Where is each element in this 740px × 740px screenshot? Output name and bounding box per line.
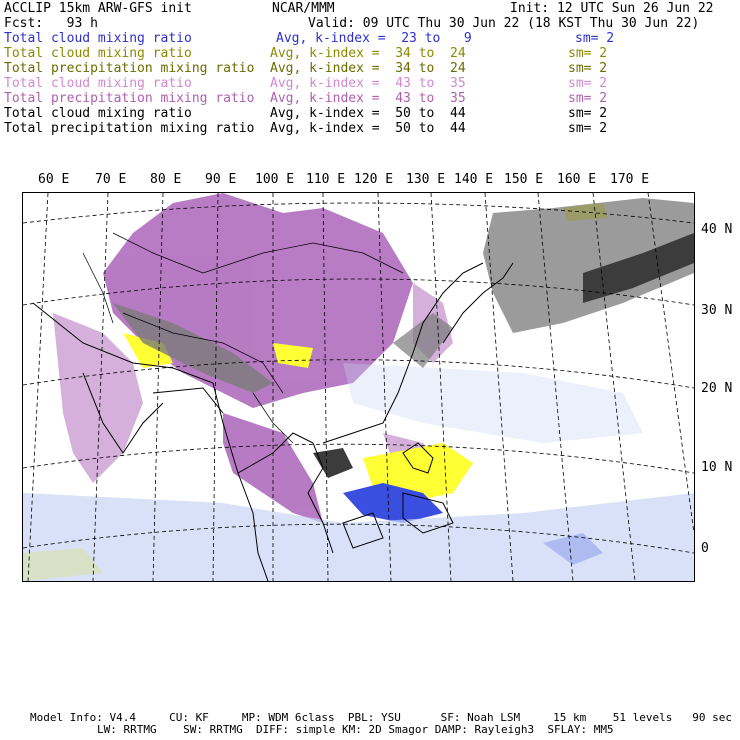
lon-label: 170 E — [610, 172, 650, 187]
lat-label: 0 — [701, 541, 709, 556]
field-avg: Avg, k-index = 43 to 35 — [270, 91, 466, 106]
field-name: Total cloud mixing ratio — [4, 76, 192, 91]
model-info-line2: LW: RRTMG SW: RRTMG DIFF: simple KM: 2D Smagor DAMP: Rayleigh3 SFLAY: MM5 — [97, 723, 614, 736]
field-smoothing: sm= 2 — [575, 31, 615, 46]
lon-label: 110 E — [306, 172, 346, 187]
field-smoothing: sm= 2 — [568, 46, 608, 61]
lat-label: 40 N — [701, 222, 733, 237]
field-smoothing: sm= 2 — [568, 121, 608, 136]
field-name: Total precipitation mixing ratio — [4, 91, 255, 106]
center-label: NCAR/MMM — [272, 1, 335, 16]
init-time: Init: 12 UTC Sun 26 Jun 22 — [510, 1, 714, 16]
field-name: Total precipitation mixing ratio — [4, 61, 255, 76]
field-smoothing: sm= 2 — [568, 61, 608, 76]
lon-label: 90 E — [205, 172, 237, 187]
field-smoothing: sm= 2 — [568, 91, 608, 106]
lon-label: 160 E — [557, 172, 597, 187]
lon-label: 150 E — [504, 172, 544, 187]
model-info-line1: Model Info: V4.4 CU: KF MP: WDM 6class PBL: YSU SF: Noah LSM 15 km 51 levels 90 sec — [30, 711, 732, 724]
field-avg: Avg, k-index = 34 to 24 — [270, 46, 466, 61]
valid-time: Valid: 09 UTC Thu 30 Jun 22 (18 KST Thu 30 Jun 22) — [308, 16, 700, 31]
lat-label: 20 N — [701, 381, 733, 396]
lon-label: 100 E — [255, 172, 295, 187]
lat-label: 30 N — [701, 303, 733, 318]
lon-label: 80 E — [150, 172, 182, 187]
field-smoothing: sm= 2 — [568, 76, 608, 91]
field-name: Total precipitation mixing ratio — [4, 121, 255, 136]
field-name: Total cloud mixing ratio — [4, 31, 192, 46]
field-name: Total cloud mixing ratio — [4, 46, 192, 61]
field-avg: Avg, k-index = 23 to 9 — [276, 31, 472, 46]
lon-label: 140 E — [454, 172, 494, 187]
map-canvas — [23, 193, 694, 581]
field-avg: Avg, k-index = 50 to 44 — [270, 106, 466, 121]
lon-label: 120 E — [354, 172, 394, 187]
field-name: Total cloud mixing ratio — [4, 106, 192, 121]
field-avg: Avg, k-index = 43 to 35 — [270, 76, 466, 91]
field-smoothing: sm= 2 — [568, 106, 608, 121]
field-avg: Avg, k-index = 34 to 24 — [270, 61, 466, 76]
lon-label: 60 E — [38, 172, 70, 187]
forecast-hour: Fcst: 93 h — [4, 16, 98, 31]
model-title: ACCLIP 15km ARW-GFS init — [4, 1, 192, 16]
field-avg: Avg, k-index = 50 to 44 — [270, 121, 466, 136]
map-panel — [22, 192, 695, 582]
lon-label: 130 E — [406, 172, 446, 187]
lat-label: 10 N — [701, 460, 733, 475]
lon-label: 70 E — [95, 172, 127, 187]
